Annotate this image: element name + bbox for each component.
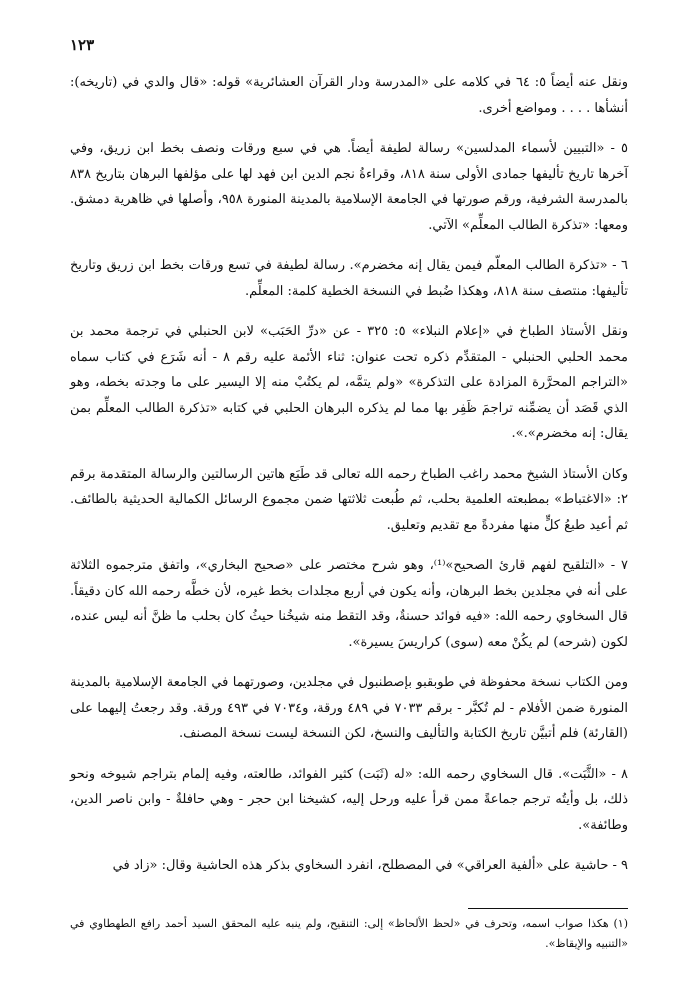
- paragraph-item-5-tabyin: ٥ - «التبيين لأسماء المدلسين» رسالة لطيفة أيضاً. هي في سبع ورقات ونصف بخط ابن زريق، وفي آخرها تاريخ تأليفها جمادى الأولى سنة ٨١٨، وقراءةُ نجم الدين ابن فهد لها على مؤلفها البرهان بتاريخ ٨٣٨ بالمدرسة الشرفية، ورقم صورتها في الجامعة الإسلامية بالمدينة المنورة ٩٥٨، وأصلها في ظاهرية دمشق. ومعها: «تذكرة الطالب المعلِّم» الآتي.: [70, 141, 628, 233]
- paragraph-manuscript-note: ومن الكتاب نسخة محفوظة في طوبقبو بإصطنبول في مجلدين، وصورتهما في الجامعة الإسلامية بالمدينة المنورة ضمن الأفلام - لم تُكبَّر - برقم ٧٠٣٣ في ٤٨٩ ورقة، و٧٠٣٤ في ٤٩٣ ورقة. وقد رجعتُ إليهما على (القارئة) فلم أتبيَّن تاريخ الكتابة والتأليف والنسخ، لكن النسخة ليست نسخة المصنف.: [70, 675, 628, 741]
- paragraph-item-8-thabat: ٨ - «الثَّبَت». قال السخاوي رحمه الله: «له (ثَبَت) كثير الفوائد، طالعته، وفيه إلمام بتراجم شيوخه ونحو ذلك، بل وأيتُه ترجم جماعةً ممن قرأ عليه ورحل إليه، كشيخنا ابن حجر - وهي حافلةٌ - وابن ناصر الدين، وطائفة».: [70, 766, 628, 833]
- page-number: ١٢٣: [70, 36, 95, 54]
- footnote: (١) هكذا صواب اسمه، وتحرف في «لحظ الألحاظ» إلى: التنقيح، ولم ينبه عليه المحقق السيد أحمد رافع الطهطاوي في «التنبيه والإيقاظ».: [70, 917, 628, 950]
- paragraph-item-6-tadhkira: ٦ - «تذكرة الطالب المعلّم فيمن يقال إنه مخضرم». رسالة لطيفة في تسع ورقات بخط ابن زريق وتاريخ تأليفها: منتصف سنة ٨١٨، وهكذا ضُبط في النسخة الخطية كلمة: المعلِّم.: [70, 258, 628, 299]
- paragraph-item-9-hashiya: ٩ - حاشية على «ألفية العراقي» في المصطلح، انفرد السخاوي بذكر هذه الحاشية وقال: «زاد في: [112, 858, 628, 873]
- paragraph-quote-madrasa: ونقل عنه أيضاً ٥: ٦٤ في كلامه على «المدرسة ودار القرآن العشائرية» قوله: «قال والدي في (تاريخه): أنشأها . . . . ومواضع أخرى.: [70, 75, 629, 116]
- body-text: [70, 70, 628, 894]
- book-page: [70, 30, 628, 997]
- footnote-divider: [468, 908, 628, 909]
- paragraph-item-7-talqih: ٧ - «التلقيح لفهم قارئ الصحيح»⁽¹⁾، وهو شرح مختصر على «صحيح البخاري»، واتفق مترجموه الثلاثة على أنه في مجلدين بخط البرهان، وأنه يكون في أربع مجلدات بخط غيره، لأن خطَّه رحمه الله كان دقيقاً. قال السخاوي رحمه الله: «فيه فوائد حسنةٌ، وقد التقط منه شيخُنا حيثُ كان بحلب ما ظنَّ أنه ليس عنده، لكون (شرحه) لم يكُنْ معه (سوى) كراريسَ يسيرة».: [70, 558, 628, 650]
- paragraph-tabbakh-note: ونقل الأستاذ الطباخ في «إعلام النبلاء» ٥: ٣٢٥ - عن «درِّ الحَبَب» لابن الحنبلي في ترجمة محمد بن محمد الحلبي الحنبلي - المتقدِّم ذكره تحت عنوان: ثناء الأئمة عليه رقم ٨ - أنه شَرَع في كتاب سماه «التراجم المحرَّرة المزادة على التذكرة» «ولم يتمَّه، لم يكتُبْ منه إلا اليسير على ما وجدته بخطه، وهو الذي قَصَد أن يضمِّنه تراجمَ ظَفِر بها مما لم يذكره البرهان الحلبي في كتابه «تذكرة الطالب المعلِّم بمن يقال: إنه مخضرم».».: [70, 324, 629, 441]
- paragraph-printing-note: وكان الأستاذ الشيخ محمد راغب الطباخ رحمه الله تعالى قد طَبَع هاتين الرسالتين والرسالة المتقدمة برقم ٢: «الاغتباط» بمطبعته العلمية بحلب، ثم طُبعت ثلاثتها ضمن مجموع الرسائل الكمالية الحديثية بالطائف. ثم أعيد طبعُ كلٍّ منها مفردةً مع تقديم وتعليق.: [70, 466, 629, 533]
